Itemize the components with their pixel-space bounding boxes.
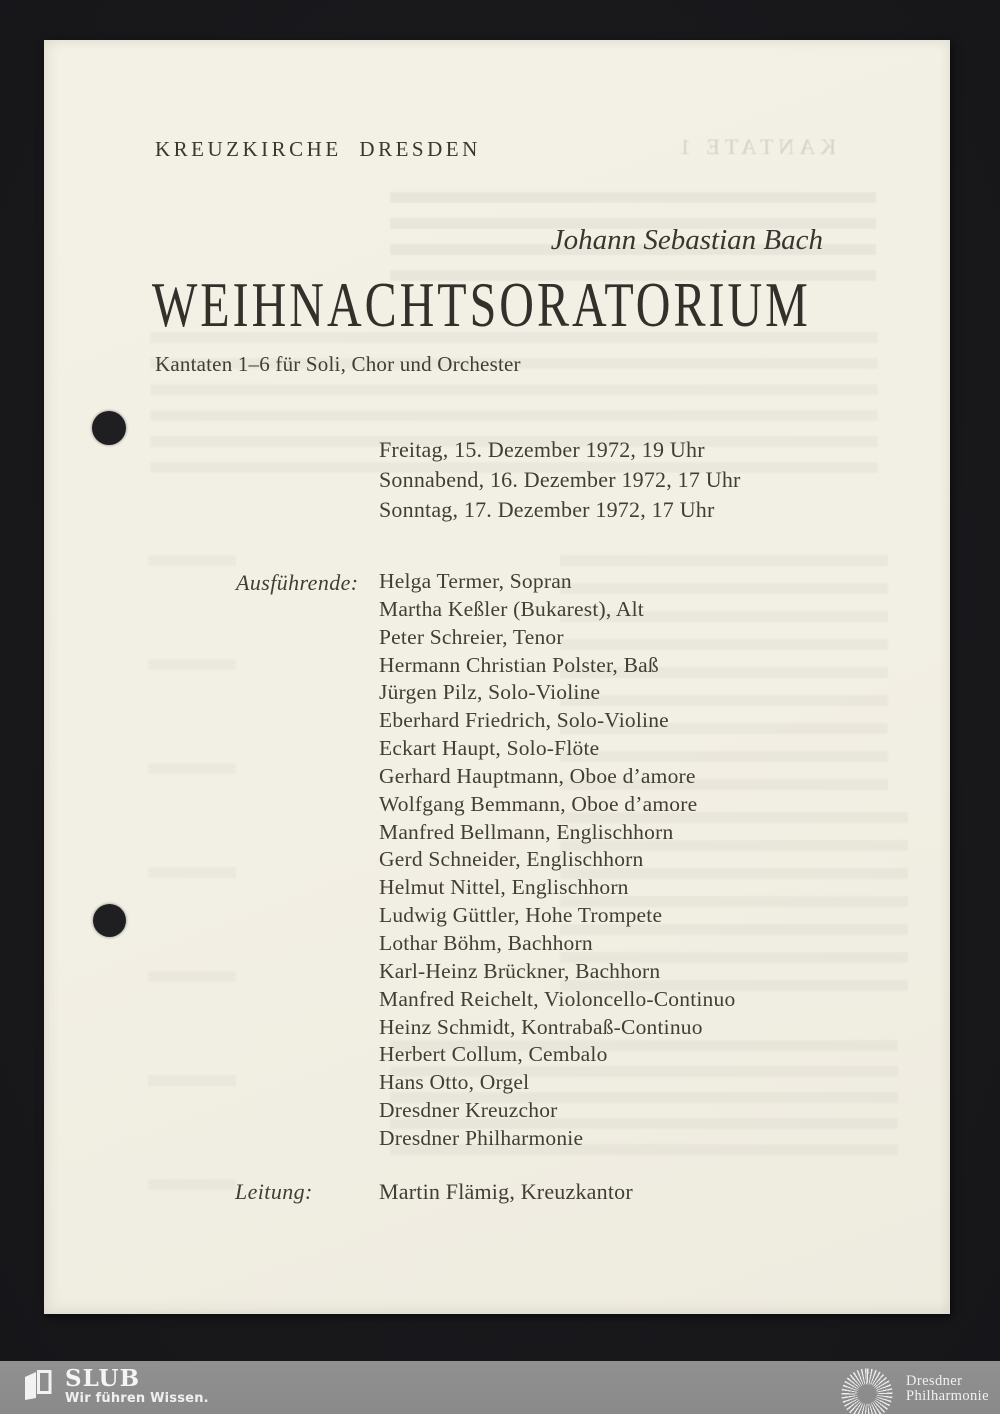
showthrough-heading: KANTATE 1 <box>674 134 836 159</box>
slub-logo <box>24 1367 209 1406</box>
performer-entry: Martha Keßler (Bukarest), Alt <box>379 596 644 621</box>
performer-entry: Heinz Schmidt, Kontrabaß-Continuo <box>379 1014 703 1039</box>
performer-entry: Hermann Christian Polster, Baß <box>379 652 659 677</box>
performer-entry: Manfred Bellmann, Englischhorn <box>379 819 674 844</box>
venue-heading: KREUZKIRCHE DRESDEN <box>155 137 481 161</box>
concert-date: Sonnabend, 16. Dezember 1972, 17 Uhr <box>379 467 741 492</box>
slub-book-icon <box>24 1370 52 1400</box>
performer-entry: Gerhard Hauptmann, Oboe d’amore <box>379 763 696 788</box>
philharmonie-wordmark <box>906 1374 989 1404</box>
slub-tagline: Wir führen Wissen. <box>65 1391 209 1406</box>
work-subtitle: Kantaten 1–6 für Soli, Chor und Orchester <box>155 352 521 376</box>
performer-entry: Lothar Böhm, Bachhorn <box>379 930 593 955</box>
performer-entry: Manfred Reichelt, Violoncello-Continuo <box>379 986 736 1011</box>
hole-punch-top <box>92 411 126 445</box>
philharmonie-name-line1: Dresdner <box>906 1373 963 1389</box>
concert-dates-list <box>379 435 741 525</box>
library-footer-bar <box>0 1361 1000 1414</box>
performer-entry: Karl-Heinz Brückner, Bachhorn <box>379 958 661 983</box>
performer-entry: Eckart Haupt, Solo-Flöte <box>379 736 600 761</box>
philharmonie-logo <box>840 1361 989 1414</box>
concert-date: Freitag, 15. Dezember 1972, 19 Uhr <box>379 437 705 462</box>
performer-entry: Helmut Nittel, Englischhorn <box>379 875 629 900</box>
performer-entry: Jürgen Pilz, Solo-Violine <box>379 680 601 705</box>
showthrough-text-block <box>148 555 236 1205</box>
philharmonie-name-line2: Philharmonie <box>906 1388 989 1404</box>
slub-wordmark-block <box>65 1367 209 1406</box>
performer-entry: Hans Otto, Orgel <box>379 1070 530 1095</box>
performers-label: Ausführende: <box>236 570 359 595</box>
performer-entry: Dresdner Kreuzchor <box>379 1098 558 1123</box>
hole-punch-bottom <box>93 904 126 937</box>
performers-list <box>379 568 735 1153</box>
composer-name: Johann Sebastian Bach <box>550 224 823 256</box>
performer-entry: Wolfgang Bemmann, Oboe d’amore <box>379 791 698 816</box>
conductor-label: Leitung: <box>235 1179 313 1204</box>
performer-entry: Gerd Schneider, Englischhorn <box>379 847 644 872</box>
performer-entry: Helga Termer, Sopran <box>379 569 572 593</box>
work-title: WEIHNACHTSORATORIUM <box>152 269 811 340</box>
concert-date: Sonntag, 17. Dezember 1972, 17 Uhr <box>379 497 715 522</box>
performer-entry: Peter Schreier, Tenor <box>379 624 564 649</box>
performer-entry: Dresdner Philharmonie <box>379 1125 584 1150</box>
program-page <box>44 40 950 1314</box>
performer-entry: Eberhard Friedrich, Solo-Violine <box>379 708 669 733</box>
performer-entry: Herbert Collum, Cembalo <box>379 1042 608 1067</box>
performer-entry: Ludwig Güttler, Hohe Trompete <box>379 903 663 928</box>
slub-wordmark: SLUB <box>65 1365 141 1392</box>
philharmonie-starburst-icon <box>840 1367 894 1414</box>
conductor-name: Martin Flämig, Kreuzkantor <box>379 1179 633 1204</box>
